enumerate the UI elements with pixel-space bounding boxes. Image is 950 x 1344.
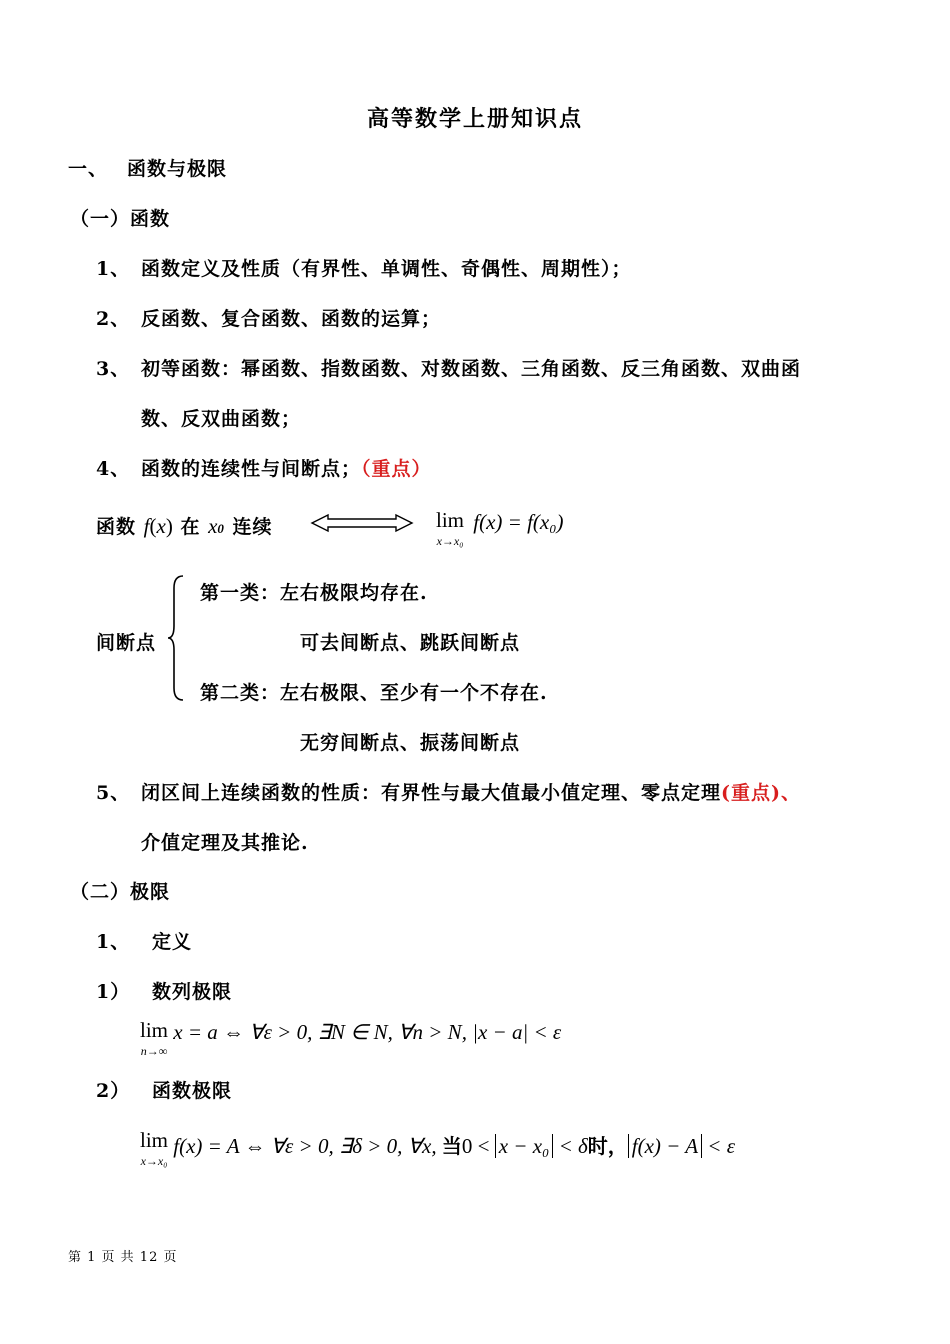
left-brace-icon [166, 574, 186, 702]
definition-heading: 定义 [152, 931, 193, 953]
function-limit-part-c: < δ [558, 1134, 588, 1158]
first-kind-examples: 可去间断点、跳跃间断点 [300, 632, 521, 654]
math-x: x [156, 514, 166, 538]
emphasis-key-point: (重点)、 [721, 782, 801, 804]
item-number: 5、 [96, 782, 131, 804]
lim-subscript: x→x₀ [140, 1154, 168, 1168]
lim-subscript: n→∞ [140, 1044, 168, 1058]
math-f: f [143, 514, 150, 538]
double-arrow-icon [310, 513, 414, 533]
item-text: 函数定义及性质（有界性、单调性、奇偶性、周期性）； [141, 258, 632, 280]
item-text: 初等函数：幂函数、指数函数、对数函数、三角函数、反三角函数、双曲函 [141, 358, 802, 380]
second-kind-examples: 无穷间断点、振荡间断点 [300, 732, 521, 754]
section-title-functions: （一）函数 [70, 208, 171, 230]
continuity-prefix: 函数 [96, 516, 137, 538]
math-x0: x [208, 514, 218, 538]
item-number: 3、 [96, 358, 131, 380]
item-number: 4、 [96, 458, 131, 480]
sequence-limit-formula [140, 1020, 561, 1057]
math-x0-sub: 0 [217, 521, 225, 536]
section-title-limits: （二）极限 [70, 881, 171, 903]
continuity-definition: 函数 f(x) 在 x0 连续 [96, 514, 273, 538]
item-number: 1、 [96, 258, 131, 280]
lim-operator: lim [140, 1128, 169, 1152]
item-text-continued: 数、反双曲函数； [141, 408, 302, 430]
emphasis-key-point: （重点） [361, 458, 432, 480]
abs-f-minus-a: f(x) − A [628, 1134, 702, 1158]
second-kind: 第二类：左右极限、至少有一个不存在. [200, 682, 548, 704]
item-number: 1、 [96, 931, 131, 953]
item-text-continued: 介值定理及其推论. [141, 832, 309, 854]
function-limit-heading: 函数极限 [152, 1080, 233, 1102]
continuity-at: 在 [180, 516, 201, 538]
function-limit-part-a: f(x) = A ⇔ ∀ε > 0, ∃δ > 0, ∀x, [173, 1134, 437, 1158]
item-text-main: 闭区间上连续函数的性质：有界性与最大值最小值定理、零点定理 [141, 782, 722, 804]
abs-x-minus-x0: x − x₀ [495, 1134, 554, 1158]
item-text-main: 函数的连续性与间断点； [141, 458, 362, 480]
function-limit-formula [140, 1130, 735, 1167]
page-footer: 第 1 页 共 12 页 [68, 1250, 178, 1265]
then-word: 时， [587, 1134, 628, 1158]
subitem-number: 1） [96, 981, 131, 1003]
subitem-number: 2） [96, 1080, 131, 1102]
continuity-rhs: f(x) = f(x₀) [473, 510, 564, 534]
sequence-limit-heading: 数列极限 [152, 981, 233, 1003]
page-title: 高等数学上册知识点 [366, 106, 583, 132]
item-text [141, 778, 801, 805]
continuity-suffix: 连续 [232, 516, 273, 538]
function-limit-part-d: < ε [707, 1134, 735, 1158]
when-word: 当 [441, 1134, 462, 1158]
lim-subscript: x→x₀ [436, 534, 464, 548]
lim-operator: lim [436, 508, 465, 532]
item-text [141, 454, 432, 481]
item-text: 反函数、复合函数、函数的运算； [141, 308, 442, 330]
item-number: 2、 [96, 308, 131, 330]
sequence-limit-expression: x = a ⇔ ∀ε > 0, ∃N ∈ N, ∀n > N, |x − a| < ε [173, 1020, 562, 1044]
function-limit-part-b: 0 < [461, 1134, 490, 1158]
discontinuity-label: 间断点 [96, 632, 157, 654]
chapter-number: 一、 [68, 158, 109, 180]
lim-operator: lim [140, 1018, 169, 1042]
chapter-title: 函数与极限 [127, 158, 228, 180]
continuity-limit-formula [436, 510, 564, 547]
first-kind: 第一类：左右极限均存在. [200, 582, 428, 604]
